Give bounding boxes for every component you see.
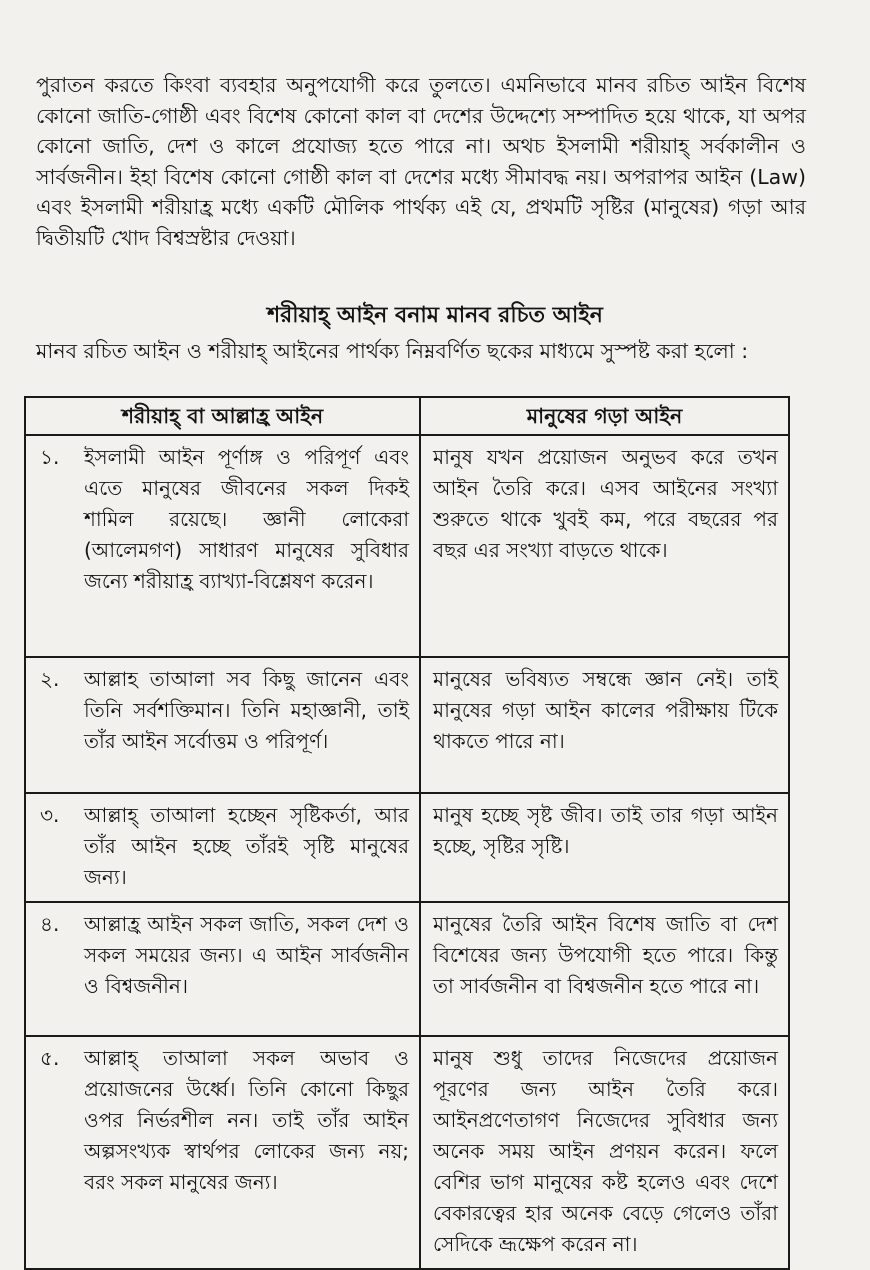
man-made-cell: [420, 793, 789, 902]
header-man-made-law: মানুষের গড়া আইন: [420, 397, 789, 435]
sharia-cell: [25, 435, 420, 657]
table-row: [25, 435, 789, 657]
man-made-point: মানুষ শুধু তাদের নিজেদের প্রয়োজন পূরণের জন্য আইন তৈরি করে। আইনপ্রণেতাগণ নিজেদের সুবিধার জন্য অনেক সময় আইন প্রণয়ন করেন। ফলে বেশির ভাগ মানুষের কষ্ট হলেও এবং দেশে বেকারত্বের হার অনেক বেড়ে গেলেও তাঁরা সেদিকে ভ্রূক্ষেপ করেন না।: [433, 1046, 778, 1256]
sharia-point: আল্লাহ্র আইন সকল জাতি, সকল দেশ ও সকল সময়ের জন্য। এ আইন সার্বজনীন ও বিশ্বজনীন।: [84, 912, 409, 998]
man-made-point: মানুষ যখন প্রয়োজন অনুভব করে তখন আইন তৈরি করে। এসব আইনের সংখ্যা শুরুতে থাকে খুবই কম, পরে বছরের পর বছর এর সংখ্যা বাড়তে থাকে।: [433, 445, 778, 562]
sharia-cell: [25, 793, 420, 902]
table-header-row: [25, 397, 789, 435]
row-number: ৫.: [40, 1046, 60, 1070]
sharia-point: ইসলামী আইন পূর্ণাঙ্গ ও পরিপূর্ণ এবং এতে মানুষের জীবনের সকল দিকই শামিল রয়েছে। জ্ঞানী লোকেরা (আলেমগণ) সাধারণ মানুষের সুবিধার জন্যে শরীয়াহ্র ব্যাখ্যা-বিশ্লেষণ করেন।: [84, 445, 409, 593]
man-made-point: মানুষ হচ্ছে সৃষ্ট জীব। তাই তার গড়া আইন হচ্ছে, সৃষ্টির সৃষ্টি।: [433, 803, 778, 858]
sharia-point: আল্লাহ্ তাআলা হচ্ছেন সৃষ্টিকর্তা, আর তাঁর আইন হচ্ছে তাঁরই সৃষ্টি মানুষের জন্য।: [84, 803, 409, 889]
row-number: ৩.: [40, 803, 60, 827]
table-row: [25, 1036, 789, 1269]
table-row: [25, 657, 789, 793]
man-made-cell: [420, 902, 789, 1036]
man-made-point: মানুষের তৈরি আইন বিশেষ জাতি বা দেশ বিশেষের জন্য উপযোগী হতে পারে। কিন্তু তা সার্বজনীন বা বিশ্বজনীন হতে পারে না।: [433, 912, 778, 998]
sharia-cell: [25, 902, 420, 1036]
man-made-cell: [420, 1036, 789, 1269]
man-made-point: মানুষের ভবিষ্যত সম্বন্ধে জ্ঞান নেই। তাই মানুষের গড়া আইন কালের পরীক্ষায় টিকে থাকতে পারে না।: [433, 667, 778, 753]
sharia-point: আল্লাহ তাআলা সব কিছু জানেন এবং তিনি সর্বশক্তিমান। তিনি মহাজ্ঞানী, তাই তাঁর আইন সর্বোত্তম ও পরিপূর্ণ।: [84, 667, 409, 753]
header-sharia-law: শরীয়াহ্ বা আল্লাহ্র আইন: [25, 397, 420, 435]
row-number: ৪.: [40, 912, 60, 936]
comparison-table: [24, 396, 790, 1270]
intro-paragraph: পুরাতন করতে কিংবা ব্যবহার অনুপযোগী করে তুলতে। এমনিভাবে মানব রচিত আইন বিশেষ কোনো জাতি-গোষ্ঠী এবং বিশেষ কোনো কাল বা দেশের উদ্দেশ্যে সম্পাদিত হয়ে থাকে, যা অপর কোনো জাতি, দেশ ও কালে প্রযোজ্য হতে পারে না। অথচ ইসলামী শরীয়াহ্ সর্বকালীন ও সার্বজনীন। ইহা বিশেষ কোনো গোষ্ঠী কাল বা দেশের মধ্যে সীমাবদ্ধ নয়। অপরাপর আইন (Law) এবং ইসলামী শরীয়াহ্র মধ্যে একটি মৌলিক পার্থক্য এই যে, প্রথমটি সৃষ্টির (মানুষের) গড়া আর দ্বিতীয়টি খোদ বিশ্বস্রষ্টার দেওয়া।: [36, 73, 806, 250]
row-number: ২.: [40, 667, 60, 691]
sharia-cell: [25, 1036, 420, 1269]
section-intro: মানব রচিত আইন ও শরীয়াহ্ আইনের পার্থক্য নিম্নবর্ণিত ছকের মাধ্যমে সুস্পষ্ট করা হলো :: [36, 339, 749, 363]
section-heading: শরীয়াহ্ আইন বনাম মানব রচিত আইন: [267, 303, 603, 328]
sharia-cell: [25, 657, 420, 793]
row-number: ১.: [40, 445, 60, 469]
man-made-cell: [420, 435, 789, 657]
table-row: [25, 902, 789, 1036]
table-row: [25, 793, 789, 902]
man-made-cell: [420, 657, 789, 793]
sharia-point: আল্লাহ্ তাআলা সকল অভাব ও প্রয়োজনের উর্ধ্বে। তিনি কোনো কিছুর ওপর নির্ভরশীল নন। তাই তাঁর আইন অল্পসংখ্যক স্বার্থপর লোকের জন্য নয়; বরং সকল মানুষের জন্য।: [84, 1046, 409, 1194]
